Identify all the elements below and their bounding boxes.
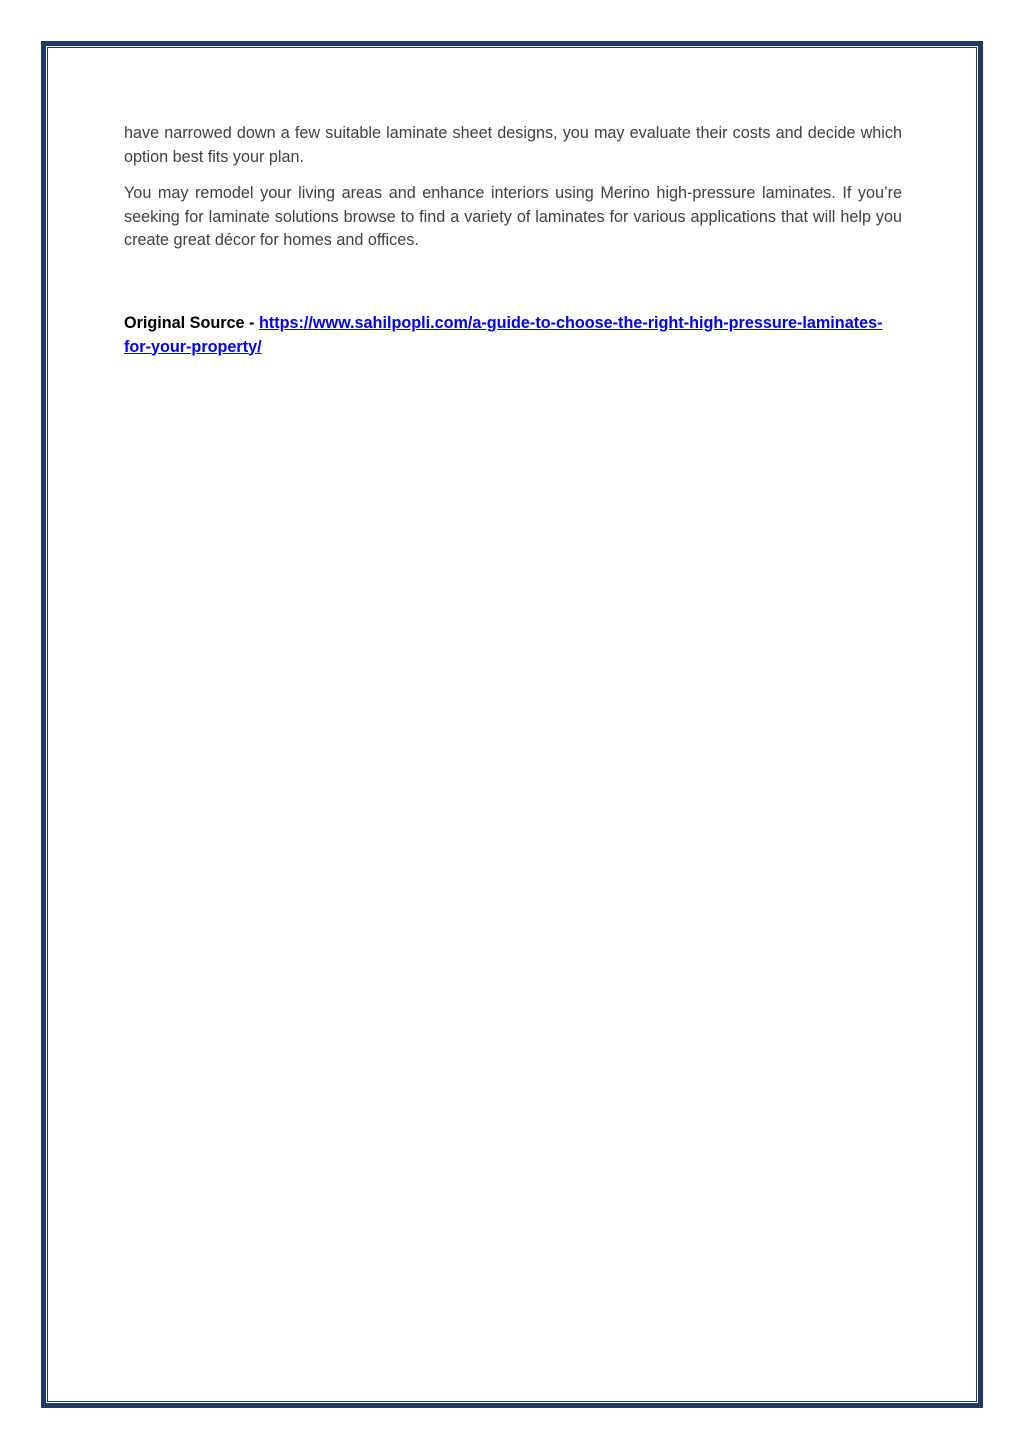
document-body	[124, 122, 902, 266]
paragraph-2: You may remodel your living areas and enhance interiors using Merino high-pressure laminates. If you’re seeking for laminate solutions browse to find a variety of laminates for various applications that will help you create great décor for homes and offices.	[124, 184, 902, 249]
original-source-link[interactable]: https://www.sahilpopli.com/a-guide-to-choose-the-right-high-pressure-laminates-for-your-property/	[124, 314, 883, 356]
paragraph-1: have narrowed down a few suitable laminate sheet designs, you may evaluate their costs and decide which option best fits your plan.	[124, 124, 902, 166]
original-source-line	[124, 312, 884, 359]
original-source-label: Original Source -	[124, 314, 259, 332]
